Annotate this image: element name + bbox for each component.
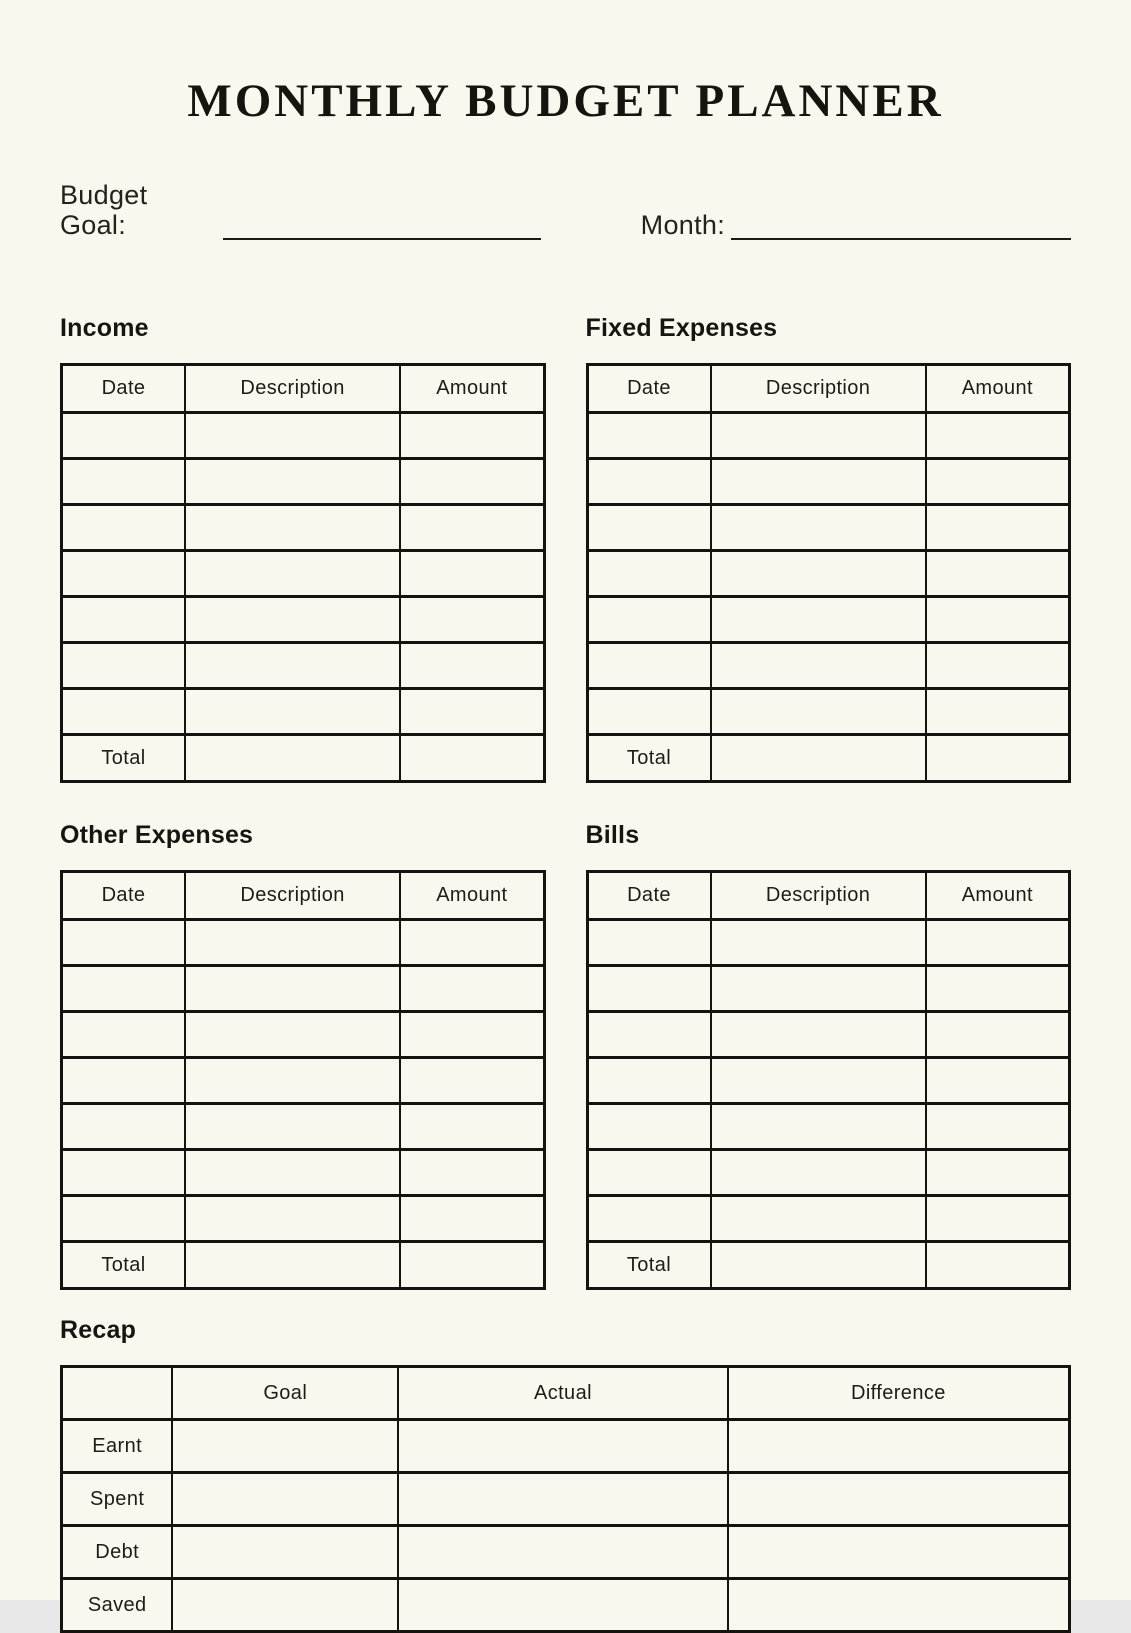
entry-cell-amount[interactable] [400, 643, 544, 689]
budget-goal-field [60, 181, 541, 240]
entry-cell-description[interactable] [711, 597, 926, 643]
entry-cell-description[interactable] [185, 459, 400, 505]
entry-row [62, 1012, 545, 1058]
entry-cell-amount[interactable] [926, 689, 1070, 735]
entry-row [62, 920, 545, 966]
recap-row-spent [62, 1473, 1070, 1526]
entry-row [62, 505, 545, 551]
recap-value-cell-difference[interactable] [728, 1473, 1070, 1526]
total-value-cell[interactable] [185, 1242, 400, 1289]
entry-row [62, 1104, 545, 1150]
total-value-cell[interactable] [400, 735, 544, 782]
entry-row [587, 597, 1070, 643]
entry-cell-date[interactable] [62, 643, 186, 689]
entry-row [62, 551, 545, 597]
entry-cell-amount[interactable] [926, 920, 1070, 966]
column-header-description: Description [711, 365, 926, 413]
entry-row [587, 459, 1070, 505]
entry-cell-description[interactable] [185, 505, 400, 551]
entry-row [62, 597, 545, 643]
budget-goal-label: Budget Goal: [60, 180, 148, 240]
budget-section-income [60, 314, 546, 783]
entry-cell-date[interactable] [587, 1150, 711, 1196]
entry-cell-amount[interactable] [926, 1104, 1070, 1150]
entry-cell-description[interactable] [711, 920, 926, 966]
entry-cell-date[interactable] [587, 459, 711, 505]
entry-cell-description[interactable] [711, 459, 926, 505]
recap-table [60, 1365, 1071, 1633]
recap-row-debt [62, 1526, 1070, 1579]
month-field [641, 211, 1071, 241]
column-header-amount: Amount [926, 365, 1070, 413]
entry-cell-description[interactable] [711, 1012, 926, 1058]
recap-row-earnt [62, 1420, 1070, 1473]
entry-cell-date[interactable] [587, 643, 711, 689]
entry-cell-amount[interactable] [926, 1012, 1070, 1058]
entry-cell-date[interactable] [62, 597, 186, 643]
income-table [60, 363, 546, 783]
entry-cell-date[interactable] [587, 551, 711, 597]
page-title: MONTHLY BUDGET PLANNER [187, 75, 944, 127]
entry-cell-description[interactable] [711, 1196, 926, 1242]
bills-table [586, 870, 1072, 1290]
entry-row [62, 1150, 545, 1196]
entry-cell-description[interactable] [711, 1058, 926, 1104]
recap-value-cell-difference[interactable] [728, 1526, 1070, 1579]
recap-column-header-goal: Goal [172, 1367, 398, 1420]
recap-value-cell-actual[interactable] [398, 1526, 728, 1579]
recap-value-cell-difference[interactable] [728, 1579, 1070, 1632]
recap-row-label: Debt [62, 1526, 173, 1579]
entry-row [62, 689, 545, 735]
recap-value-cell-goal[interactable] [172, 1526, 398, 1579]
month-label: Month: [640, 209, 725, 240]
recap-column-header-actual: Actual [398, 1367, 728, 1420]
section-title-other-expenses: Other Expenses [60, 821, 254, 850]
recap-row-label: Saved [62, 1579, 173, 1632]
entry-cell-description[interactable] [185, 966, 400, 1012]
entry-row [587, 413, 1070, 459]
recap-row-saved [62, 1579, 1070, 1632]
column-header-description: Description [185, 872, 400, 920]
entry-cell-date[interactable] [587, 597, 711, 643]
entry-cell-date[interactable] [587, 1196, 711, 1242]
entry-cell-date[interactable] [62, 505, 186, 551]
month-input-line[interactable] [731, 234, 1071, 240]
column-header-amount: Amount [400, 872, 544, 920]
entry-cell-date[interactable] [62, 413, 186, 459]
total-value-cell[interactable] [185, 735, 400, 782]
column-header-amount: Amount [926, 872, 1070, 920]
entry-row [587, 1058, 1070, 1104]
entry-cell-date[interactable] [587, 505, 711, 551]
entry-cell-description[interactable] [711, 966, 926, 1012]
entry-cell-description[interactable] [185, 551, 400, 597]
entry-cell-description[interactable] [711, 1104, 926, 1150]
entry-cell-amount[interactable] [400, 966, 544, 1012]
entry-cell-amount[interactable] [926, 966, 1070, 1012]
column-header-date: Date [587, 872, 711, 920]
total-value-cell[interactable] [400, 1242, 544, 1289]
entry-row [62, 643, 545, 689]
entry-cell-amount[interactable] [400, 551, 544, 597]
fixed-expenses-table [586, 363, 1072, 783]
entry-cell-date[interactable] [62, 1058, 186, 1104]
budget-section-bills [586, 821, 1072, 1290]
entry-cell-description[interactable] [711, 689, 926, 735]
column-header-date: Date [62, 365, 186, 413]
other-expenses-table [60, 870, 546, 1290]
entry-cell-amount[interactable] [400, 689, 544, 735]
entry-cell-description[interactable] [185, 920, 400, 966]
entry-cell-amount[interactable] [926, 643, 1070, 689]
total-value-cell[interactable] [711, 735, 926, 782]
recap-value-cell-actual[interactable] [398, 1420, 728, 1473]
budget-section-other-expenses [60, 821, 546, 1290]
entry-row [587, 643, 1070, 689]
total-row [62, 735, 545, 782]
column-header-date: Date [62, 872, 186, 920]
entry-cell-description[interactable] [185, 1150, 400, 1196]
column-header-description: Description [711, 872, 926, 920]
entry-cell-date[interactable] [62, 966, 186, 1012]
entry-cell-date[interactable] [587, 1104, 711, 1150]
recap-title: Recap [60, 1316, 137, 1345]
entry-row [587, 920, 1070, 966]
entry-cell-description[interactable] [185, 597, 400, 643]
entry-cell-amount[interactable] [400, 1058, 544, 1104]
table-header-row [587, 365, 1070, 413]
entry-cell-description[interactable] [185, 1196, 400, 1242]
entry-cell-amount[interactable] [926, 413, 1070, 459]
entry-cell-amount[interactable] [400, 505, 544, 551]
entry-cell-amount[interactable] [400, 1196, 544, 1242]
entry-cell-amount[interactable] [400, 1150, 544, 1196]
entry-row [62, 1196, 545, 1242]
entry-cell-date[interactable] [62, 551, 186, 597]
entry-row [587, 1012, 1070, 1058]
entry-row [62, 1058, 545, 1104]
entry-cell-description[interactable] [711, 643, 926, 689]
recap-value-cell-goal[interactable] [172, 1579, 398, 1632]
table-header-row [62, 365, 545, 413]
entry-row [62, 459, 545, 505]
total-label: Total [62, 1242, 186, 1289]
entry-cell-description[interactable] [185, 413, 400, 459]
entry-cell-amount[interactable] [400, 459, 544, 505]
entry-cell-date[interactable] [62, 1196, 186, 1242]
entry-cell-amount[interactable] [400, 920, 544, 966]
entry-cell-amount[interactable] [400, 597, 544, 643]
entry-cell-description[interactable] [185, 1058, 400, 1104]
entry-cell-date[interactable] [587, 1058, 711, 1104]
entry-cell-date[interactable] [62, 1104, 186, 1150]
total-value-cell[interactable] [926, 1242, 1070, 1289]
entry-cell-amount[interactable] [400, 1104, 544, 1150]
entry-cell-description[interactable] [711, 1150, 926, 1196]
recap-section [60, 1316, 1071, 1633]
recap-value-cell-difference[interactable] [728, 1420, 1070, 1473]
entry-cell-amount[interactable] [400, 413, 544, 459]
entry-cell-amount[interactable] [926, 459, 1070, 505]
recap-value-cell-actual[interactable] [398, 1579, 728, 1632]
entry-cell-description[interactable] [185, 689, 400, 735]
entry-cell-amount[interactable] [926, 597, 1070, 643]
entry-cell-description[interactable] [711, 551, 926, 597]
entry-cell-date[interactable] [62, 689, 186, 735]
entry-row [587, 1196, 1070, 1242]
entry-row [587, 1104, 1070, 1150]
entry-cell-description[interactable] [185, 643, 400, 689]
budget-tables-grid [60, 314, 1071, 1290]
entry-row [587, 1150, 1070, 1196]
recap-value-cell-goal[interactable] [172, 1420, 398, 1473]
section-title-income: Income [60, 314, 149, 343]
entry-cell-date[interactable] [587, 689, 711, 735]
total-label: Total [587, 735, 711, 782]
entry-cell-date[interactable] [62, 459, 186, 505]
table-header-row [62, 872, 545, 920]
total-label: Total [587, 1242, 711, 1289]
budget-section-fixed-expenses [586, 314, 1072, 783]
section-title-bills: Bills [585, 821, 640, 850]
recap-value-cell-actual[interactable] [398, 1473, 728, 1526]
entry-cell-amount[interactable] [926, 1058, 1070, 1104]
section-title-fixed-expenses: Fixed Expenses [585, 314, 778, 343]
entry-row [587, 551, 1070, 597]
total-row [587, 735, 1070, 782]
entry-row [587, 505, 1070, 551]
recap-value-cell-goal[interactable] [172, 1473, 398, 1526]
table-header-row [587, 872, 1070, 920]
total-row [62, 1242, 545, 1289]
entry-cell-date[interactable] [587, 966, 711, 1012]
recap-corner-cell [62, 1367, 173, 1420]
recap-row-label: Spent [62, 1473, 173, 1526]
total-value-cell[interactable] [711, 1242, 926, 1289]
entry-row [587, 689, 1070, 735]
entry-row [62, 413, 545, 459]
entry-cell-date[interactable] [62, 920, 186, 966]
entry-cell-amount[interactable] [400, 1012, 544, 1058]
recap-header-row [62, 1367, 1070, 1420]
entry-cell-date[interactable] [62, 1150, 186, 1196]
budget-goal-input-line[interactable] [223, 234, 541, 240]
entry-cell-date[interactable] [587, 1012, 711, 1058]
entry-cell-description[interactable] [185, 1104, 400, 1150]
entry-cell-description[interactable] [711, 413, 926, 459]
header-fields [60, 181, 1071, 240]
recap-column-header-difference: Difference [728, 1367, 1070, 1420]
entry-cell-date[interactable] [62, 1012, 186, 1058]
entry-cell-amount[interactable] [926, 1150, 1070, 1196]
total-value-cell[interactable] [926, 735, 1070, 782]
entry-cell-description[interactable] [185, 1012, 400, 1058]
entry-cell-description[interactable] [711, 505, 926, 551]
entry-cell-date[interactable] [587, 413, 711, 459]
column-header-amount: Amount [400, 365, 544, 413]
total-row [587, 1242, 1070, 1289]
total-label: Total [62, 735, 186, 782]
entry-cell-date[interactable] [587, 920, 711, 966]
column-header-date: Date [587, 365, 711, 413]
column-header-description: Description [185, 365, 400, 413]
entry-cell-amount[interactable] [926, 1196, 1070, 1242]
entry-row [62, 966, 545, 1012]
recap-row-label: Earnt [62, 1420, 173, 1473]
entry-row [587, 966, 1070, 1012]
entry-cell-amount[interactable] [926, 551, 1070, 597]
entry-cell-amount[interactable] [926, 505, 1070, 551]
